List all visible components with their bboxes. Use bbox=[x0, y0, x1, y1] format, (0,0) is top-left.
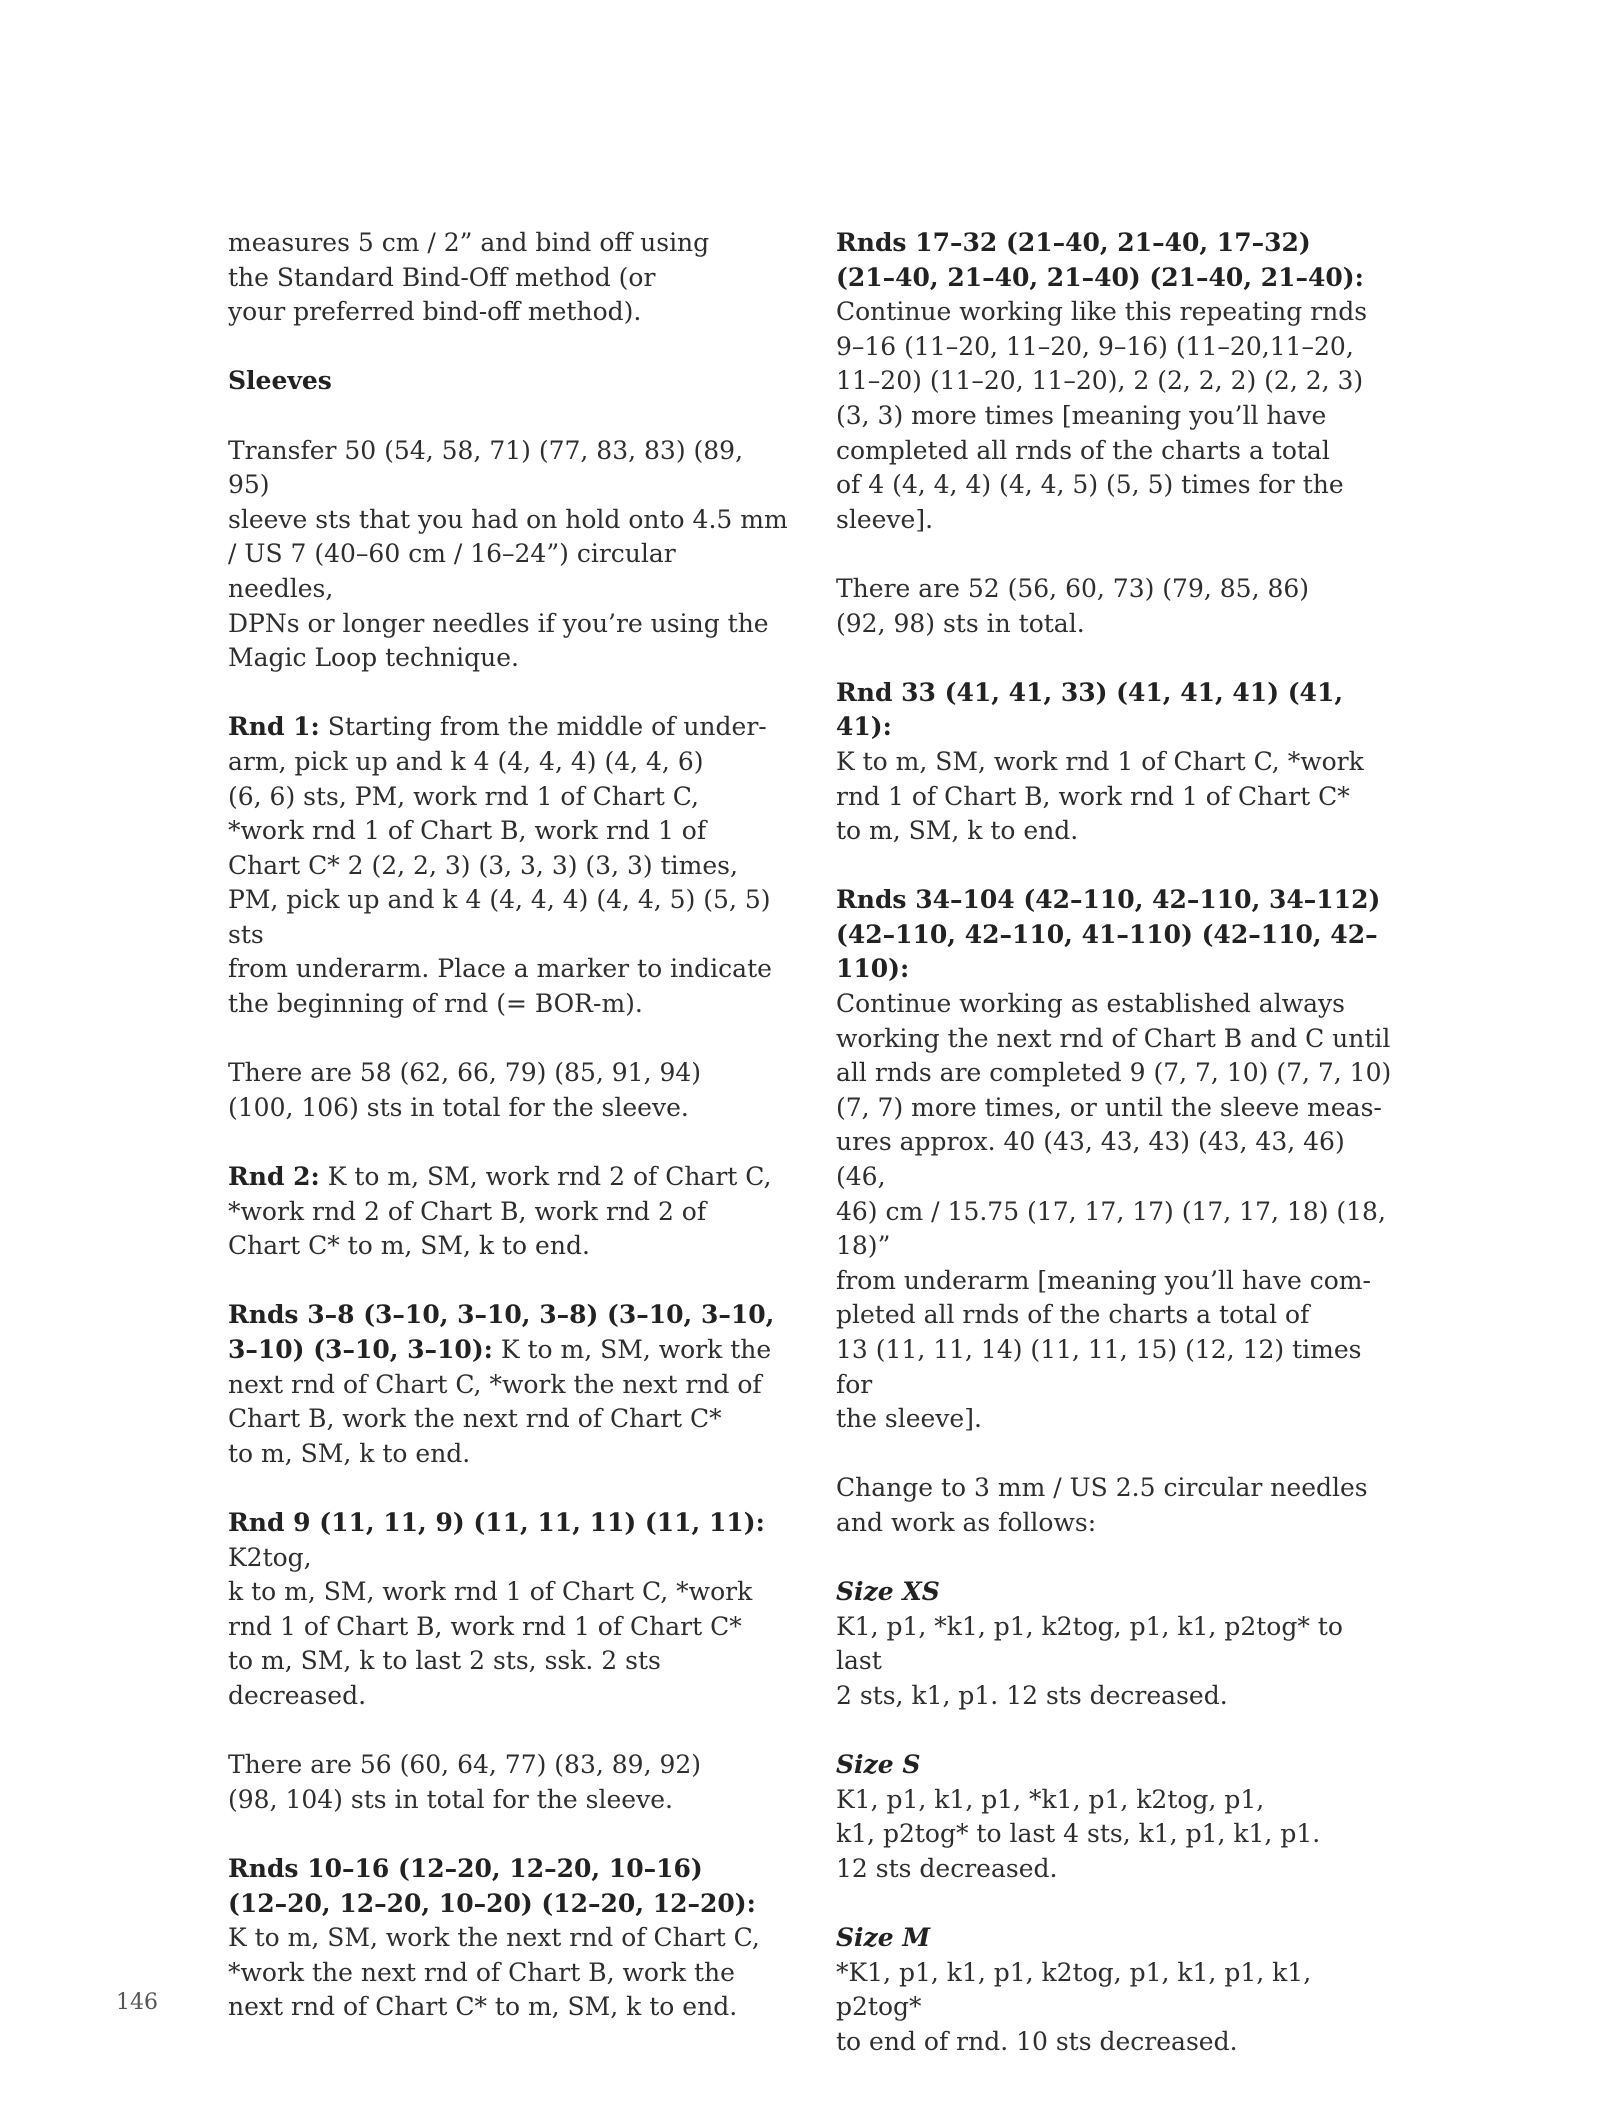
transfer-paragraph: Transfer 50 (54, 58, 71) (77, 83, 83) (89, 95) sleeve sts that you had on hold onto 4.5 mm / US 7 (40–60 cm / 16–24”) circular needles, DPNs or longer needles if you’re using the Magic Loop technique. bbox=[228, 435, 788, 673]
size-xs-heading: Size XS bbox=[836, 1577, 940, 1607]
rnd-2-paragraph bbox=[228, 1160, 788, 1264]
rnds-34-104-label: Rnds 34–104 (42–110, 42–110, 34–112) (42–110, 42–110, 41–110) (42–110, 42–110): bbox=[836, 885, 1381, 984]
size-s-heading: Size S bbox=[836, 1750, 921, 1780]
stitch-total-3: There are 52 (56, 60, 73) (79, 85, 86) (92, 98) sts in total. bbox=[836, 573, 1310, 638]
sleeves-heading: Sleeves bbox=[228, 366, 332, 396]
rnd-33-paragraph bbox=[836, 676, 1396, 849]
size-m-text: *K1, p1, k1, p1, k2tog, p1, k1, p1, k1, p2tog* to end of rnd. 10 sts decreased. bbox=[836, 1957, 1312, 2056]
change-needles-paragraph: Change to 3 mm / US 2.5 circular needles and work as follows: bbox=[836, 1473, 1368, 1537]
size-xs-text: K1, p1, *k1, p1, k2tog, p1, k1, p2tog* to last 2 sts, k1, p1. 12 sts decreased. bbox=[836, 1611, 1343, 1710]
rnd-1-paragraph bbox=[228, 710, 788, 1021]
rnd-1-text: Starting from the middle of under- arm, pick up and k 4 (4, 4, 4) (4, 4, 6) (6, 6) sts, PM, work rnd 1 of Chart C, *work rnd 1 of Chart B, work rnd 1 of Chart C* 2 (2, 2, 3) (3, 3, 3) (3, 3) times, PM, pick up and k 4 (4, 4, 4) (4, 4, 5) (5, 5) sts from underarm. Place a marker to indicate the beginning of rnd (= BOR-m). bbox=[228, 712, 772, 1019]
rnds-3-8-paragraph bbox=[228, 1298, 788, 1471]
rnd-9-paragraph bbox=[228, 1506, 788, 1714]
rnds-10-16-label: Rnds 10–16 (12–20, 12–20, 10–16) (12–20, 12–20, 10–20) (12–20, 12–20): bbox=[228, 1853, 756, 1918]
rnd-9-text: K2tog, k to m, SM, work rnd 1 of Chart C, *work rnd 1 of Chart B, work rnd 1 of Chart C* to m, SM, k to last 2 sts, ssk. 2 sts decreased. bbox=[228, 1542, 753, 1710]
size-m-heading: Size M bbox=[836, 1923, 931, 1953]
left-column bbox=[228, 226, 788, 2025]
right-column bbox=[836, 226, 1396, 2059]
rnds-3-8-text: K to m, SM, work the next rnd of Chart C, *work the next rnd of Chart B, work the next rnd of Chart C* to m, SM, k to end. bbox=[228, 1335, 772, 1468]
rnd-9-label: Rnd 9 (11, 11, 9) (11, 11, 11) (11, 11): bbox=[228, 1507, 765, 1537]
rnd-2-label: Rnd 2: bbox=[228, 1162, 320, 1192]
rnd-1-label: Rnd 1: bbox=[228, 712, 320, 742]
stitch-total-1: There are 58 (62, 66, 79) (85, 91, 94) (100, 106) sts in total for the sleeve. bbox=[228, 1058, 702, 1122]
rnds-17-32-label: Rnds 17–32 (21–40, 21–40, 17–32) (21–40, 21–40, 21–40) (21–40, 21–40): bbox=[836, 228, 1364, 292]
rnd-33-text: K to m, SM, work rnd 1 of Chart C, *work rnd 1 of Chart B, work rnd 1 of Chart C* to m, SM, k to end. bbox=[836, 746, 1364, 846]
rnds-3-8-label: Rnds 3–8 (3–10, 3–10, 3–8) (3–10, 3–10, 3–10) (3–10, 3–10): bbox=[228, 1300, 775, 1364]
rnds-34-104-text: Continue working as established always working the next rnd of Chart B and C until all rnds are completed 9 (7, 7, 10) (7, 7, 10) (7, 7) more times, or until the sleeve meas- ures approx. 40 (43, 43, 43) (43, 43, 46) (46, 46) cm / 15.75 (17, 17, 17) (17, 17, 18) (18, 18)” from underarm [meaning you’ll have com- pleted all rnds of the charts a total of 13 (11, 11, 14) (11, 11, 15) (12, 12) times for the sleeve]. bbox=[836, 989, 1392, 1434]
stitch-total-2: There are 56 (60, 64, 77) (83, 89, 92) (98, 104) sts in total for the sleeve. bbox=[228, 1750, 702, 1814]
rnds-10-16-paragraph bbox=[228, 1852, 788, 2025]
rnds-17-32-paragraph bbox=[836, 226, 1396, 537]
rnds-10-16-text: K to m, SM, work the next rnd of Chart C, *work the next rnd of Chart B, work the next rnd of Chart C* to m, SM, k to end. bbox=[228, 1923, 760, 2022]
rnd-2-text: K to m, SM, work rnd 2 of Chart C, *work rnd 2 of Chart B, work rnd 2 of Chart C* to m, SM, k to end. bbox=[228, 1162, 772, 1261]
size-s-text: K1, p1, k1, p1, *k1, p1, k2tog, p1, k1, p2tog* to last 4 sts, k1, p1, k1, p1. 12 sts decreased. bbox=[836, 1784, 1321, 1883]
rnd-33-label: Rnd 33 (41, 41, 33) (41, 41, 41) (41, 41): bbox=[836, 677, 1344, 742]
rnds-17-32-text: Continue working like this repeating rnds 9–16 (11–20, 11–20, 9–16) (11–20,11–20, 11–20) (11–20, 11–20), 2 (2, 2, 2) (2, 2, 3) (3, 3) more times [meaning you’ll have completed all rnds of the charts a total of 4 (4, 4, 4) (4, 4, 5) (5, 5) times for the sleeve]. bbox=[836, 297, 1368, 534]
page-number: 146 bbox=[116, 1990, 158, 2015]
rnds-34-104-paragraph bbox=[836, 883, 1396, 1437]
intro-paragraph: measures 5 cm / 2” and bind off using the Standard Bind-Off method (or your preferred bind-off method). bbox=[228, 228, 710, 327]
